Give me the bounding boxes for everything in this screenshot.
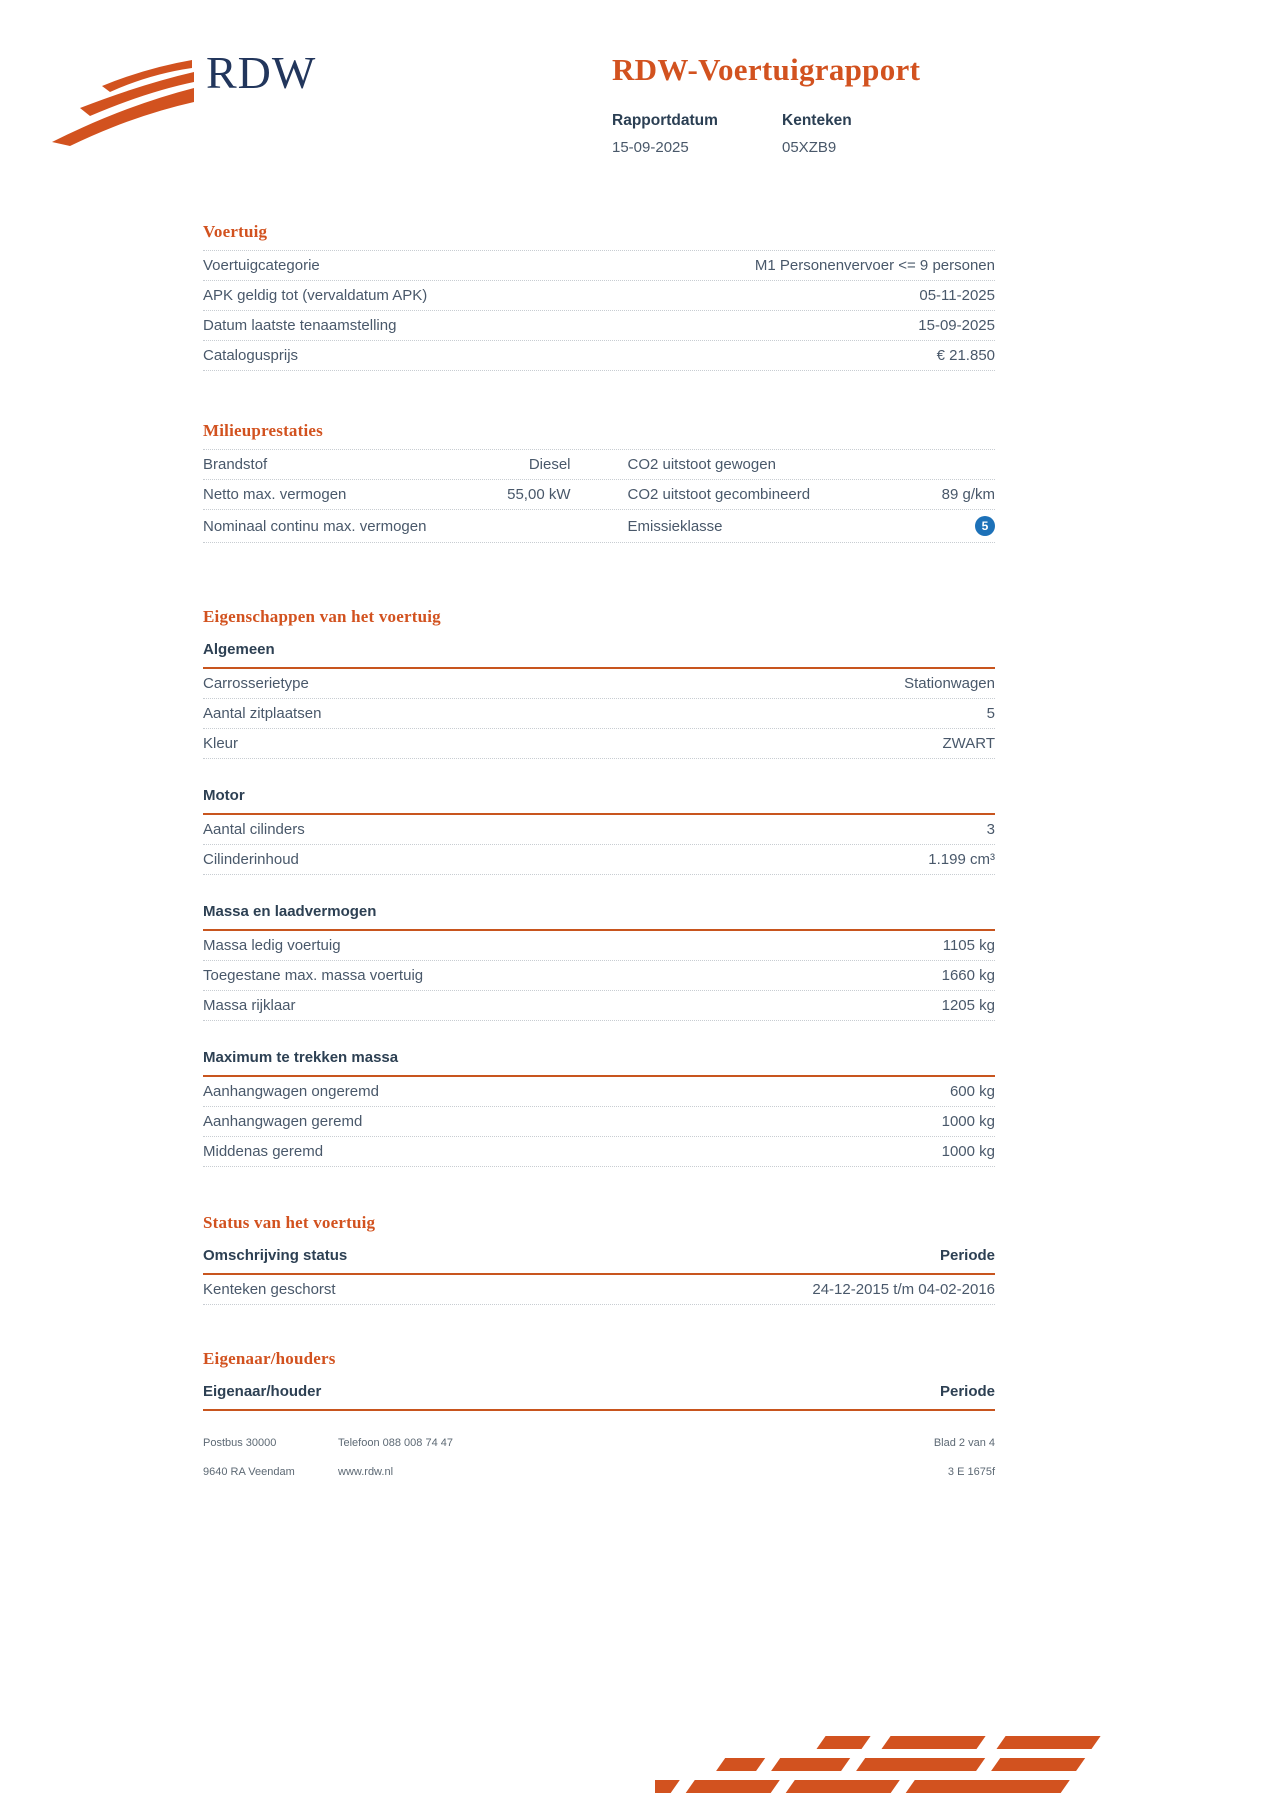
table-row xyxy=(203,480,995,510)
row-label: Brandstof xyxy=(203,456,268,473)
kenteken-value: 05XZB9 xyxy=(782,139,837,156)
row-label: Emissieklasse xyxy=(627,517,723,535)
row-label: Kenteken geschorst xyxy=(203,1281,336,1298)
row-value: 5 xyxy=(986,705,995,722)
table-row xyxy=(203,341,995,371)
subsection-massa xyxy=(203,897,995,1021)
status-table-header xyxy=(203,1241,995,1275)
footer-phone: Telefoon 088 008 74 47 xyxy=(338,1437,453,1449)
column-header-status: Omschrijving status xyxy=(203,1247,348,1264)
row-value: 1000 kg xyxy=(941,1113,995,1130)
section-heading: Status van het voertuig xyxy=(203,1213,376,1232)
row-label: CO2 uitstoot gecombineerd xyxy=(627,486,811,503)
row-value: 1000 kg xyxy=(941,1143,995,1160)
section-milieuprestaties xyxy=(203,421,995,543)
report-header xyxy=(0,0,1280,200)
row-label: Massa rijklaar xyxy=(203,997,296,1014)
row-value: Diesel xyxy=(528,456,571,473)
row-value: 3 xyxy=(986,821,995,838)
row-label: Voertuigcategorie xyxy=(203,257,320,274)
row-value: 55,00 kW xyxy=(507,486,571,503)
algemeen-table xyxy=(203,669,995,759)
row-label: CO2 uitstoot gewogen xyxy=(627,456,776,473)
table-row xyxy=(203,815,995,845)
report-date-block xyxy=(612,112,782,156)
footer-address xyxy=(203,1437,338,1495)
row-label: Catalogusprijs xyxy=(203,347,299,364)
report-date-value: 15-09-2025 xyxy=(612,139,689,156)
footer-page-info xyxy=(835,1437,995,1495)
report-content xyxy=(203,222,995,1411)
row-label: Datum laatste tenaamstelling xyxy=(203,317,397,334)
row-value: € 21.850 xyxy=(936,347,995,364)
rdw-stripes-icon xyxy=(655,1734,1105,1800)
row-value: 89 g/km xyxy=(941,486,995,503)
title-block xyxy=(612,52,1012,156)
rdw-wordmark: RDW xyxy=(206,47,317,98)
voertuig-table xyxy=(203,250,995,371)
table-row xyxy=(203,311,995,341)
subsection-title: Algemeen xyxy=(203,635,995,669)
row-label: Netto max. vermogen xyxy=(203,486,347,503)
section-heading: Milieuprestaties xyxy=(203,421,323,440)
table-row xyxy=(203,1137,995,1167)
row-value: Stationwagen xyxy=(904,675,995,692)
row-value: ZWART xyxy=(942,735,995,752)
row-value: 600 kg xyxy=(949,1083,995,1100)
motor-table xyxy=(203,815,995,875)
row-label: Aanhangwagen ongeremd xyxy=(203,1083,379,1100)
table-row xyxy=(203,729,995,759)
column-header-eigenaar: Eigenaar/houder xyxy=(203,1383,322,1400)
footer-page-number: Blad 2 van 4 xyxy=(933,1437,995,1449)
kenteken-label: Kenteken xyxy=(782,112,852,129)
column-header-periode: Periode xyxy=(939,1383,995,1400)
trekken-massa-table xyxy=(203,1077,995,1167)
row-value: 1.199 cm³ xyxy=(928,851,995,868)
status-table xyxy=(203,1275,995,1305)
eigenaar-table-header xyxy=(203,1377,995,1411)
table-row xyxy=(203,931,995,961)
table-row xyxy=(203,961,995,991)
row-label: Kleur xyxy=(203,735,239,752)
table-row xyxy=(203,669,995,699)
section-eigenschappen xyxy=(203,607,995,1167)
footer-form-code: 3 E 1675f xyxy=(947,1466,995,1478)
table-row xyxy=(203,450,995,480)
subsection-title: Maximum te trekken massa xyxy=(203,1043,995,1077)
table-row xyxy=(203,1107,995,1137)
kenteken-block xyxy=(782,112,952,156)
table-row xyxy=(203,845,995,875)
row-label: APK geldig tot (vervaldatum APK) xyxy=(203,287,428,304)
section-heading: Eigenaar/houders xyxy=(203,1349,336,1368)
rdw-brand xyxy=(46,48,316,146)
row-value: 15-09-2025 xyxy=(918,317,995,334)
rdw-flag-icon xyxy=(46,56,196,146)
row-label: Nominaal continu max. vermogen xyxy=(203,517,427,535)
massa-table xyxy=(203,931,995,1021)
page-title: RDW-Voertuigrapport xyxy=(612,52,921,87)
column-header-periode: Periode xyxy=(939,1247,995,1264)
section-voertuig xyxy=(203,222,995,371)
footer-website: www.rdw.nl xyxy=(338,1466,394,1478)
subsection-algemeen xyxy=(203,635,995,759)
row-value: 1660 kg xyxy=(941,967,995,984)
table-row xyxy=(203,699,995,729)
section-status xyxy=(203,1213,995,1305)
subsection-trekken-massa xyxy=(203,1043,995,1167)
milieu-table xyxy=(203,449,995,543)
section-eigenaar xyxy=(203,1349,995,1411)
table-row xyxy=(203,510,995,543)
row-label: Toegestane max. massa voertuig xyxy=(203,967,424,984)
report-meta xyxy=(612,112,1012,156)
report-date-label: Rapportdatum xyxy=(612,112,718,129)
row-label: Aantal zitplaatsen xyxy=(203,705,322,722)
table-row xyxy=(203,251,995,281)
row-value: M1 Personenvervoer <= 9 personen xyxy=(754,257,995,274)
row-value: 05-11-2025 xyxy=(919,287,995,304)
row-label: Middenas geremd xyxy=(203,1143,324,1160)
report-footer xyxy=(203,1437,995,1495)
subsection-motor xyxy=(203,781,995,875)
section-heading: Voertuig xyxy=(203,222,268,241)
row-label: Massa ledig voertuig xyxy=(203,937,341,954)
footer-city: 9640 RA Veendam xyxy=(203,1466,295,1478)
row-value: 24-12-2015 t/m 04-02-2016 xyxy=(812,1281,995,1298)
table-row xyxy=(203,281,995,311)
row-value: 1205 kg xyxy=(941,997,995,1014)
row-label: Aanhangwagen geremd xyxy=(203,1113,363,1130)
row-label: Carrosserietype xyxy=(203,675,309,692)
footer-postbus: Postbus 30000 xyxy=(203,1437,277,1449)
table-row xyxy=(203,991,995,1021)
footer-contact xyxy=(338,1437,835,1495)
table-row xyxy=(203,1275,995,1305)
subsection-title: Massa en laadvermogen xyxy=(203,897,995,931)
subsection-title: Motor xyxy=(203,781,995,815)
row-label: Aantal cilinders xyxy=(203,821,305,838)
section-heading: Eigenschappen van het voertuig xyxy=(203,607,441,626)
row-label: Cilinderinhoud xyxy=(203,851,299,868)
emissieklasse-badge: 5 xyxy=(975,516,995,536)
table-row xyxy=(203,1077,995,1107)
row-value: 1105 kg xyxy=(942,937,995,954)
